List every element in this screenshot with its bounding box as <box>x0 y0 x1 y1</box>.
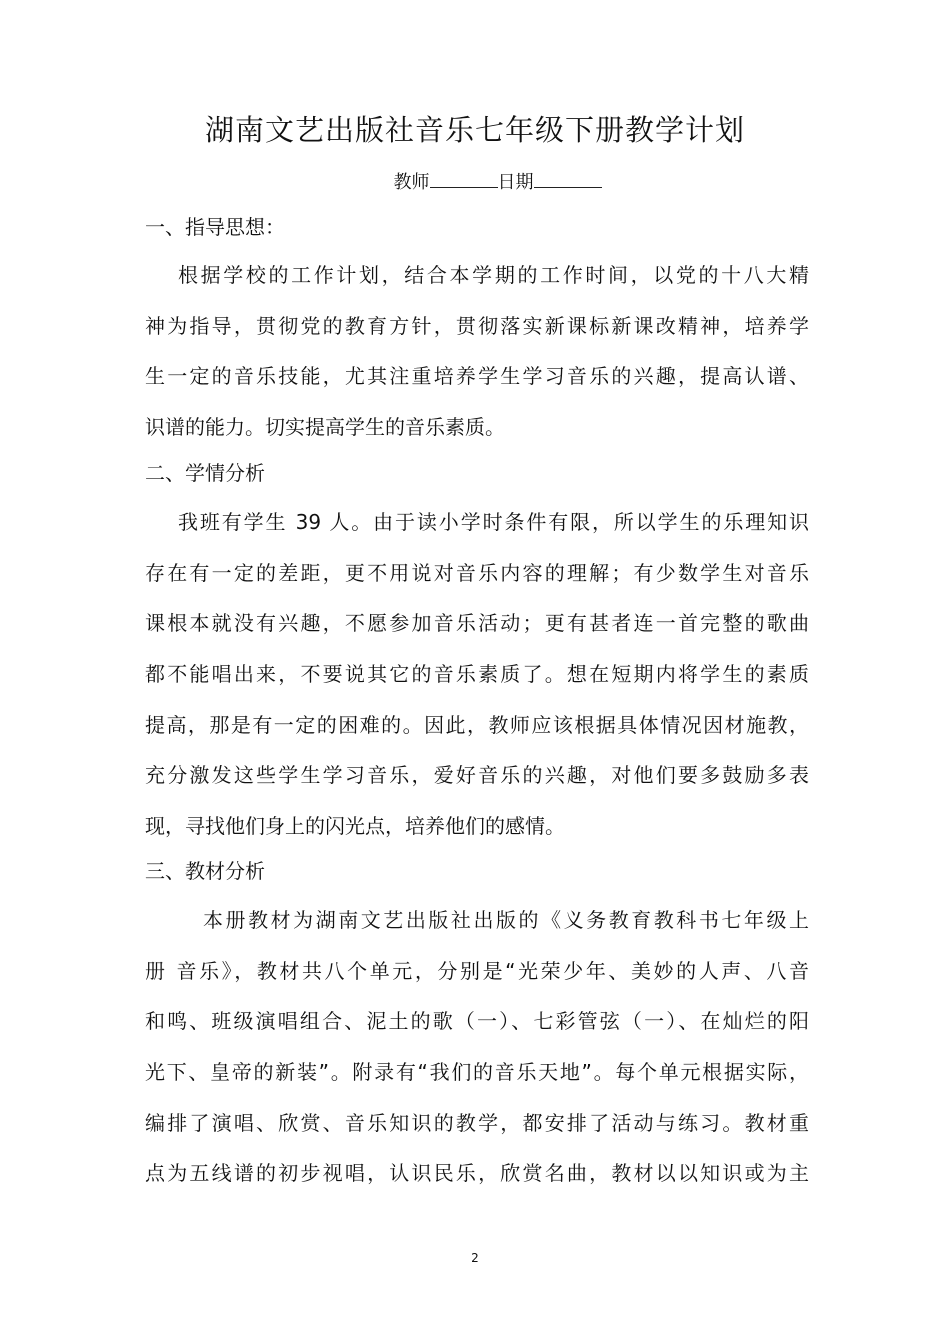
paragraph-line: 都不能唱出来，不要说其它的音乐素质了。想在短期内将学生的素质 <box>145 662 809 687</box>
paragraph-line: 神为指导，贯彻党的教育方针，贯彻落实新课标新课改精神，培养学 <box>145 313 809 338</box>
paragraph-line: 和鸣、班级演唱组合、泥土的歌（一）、七彩管弦（一）、在灿烂的阳 <box>145 1009 809 1034</box>
paragraph-line: 充分激发这些学生学习音乐，爱好音乐的兴趣，对他们要多鼓励多表 <box>145 763 809 788</box>
paragraph-line: 本册教材为湖南文艺出版社出版的《义务教育教科书七年级上 <box>203 908 809 932</box>
teacher-label: 教师 <box>393 172 430 193</box>
date-blank <box>534 171 602 188</box>
teacher-blank <box>430 171 498 188</box>
paragraph-line: 识谱的能力。切实提高学生的音乐素质。 <box>145 415 505 440</box>
teacher-date-line <box>0 170 950 196</box>
paragraph-line: 现，寻找他们身上的闪光点，培养他们的感情。 <box>145 814 565 839</box>
section-body-textbook-analysis <box>145 895 809 1199</box>
section-heading-guiding-ideology: 一、指导思想： <box>145 215 285 239</box>
paragraph-line: 生一定的音乐技能，尤其注重培养学生学习音乐的兴趣，提高认谱、 <box>145 364 809 389</box>
page-number: 2 <box>471 1251 479 1265</box>
paragraph-line: 根据学校的工作计划，结合本学期的工作时间，以党的十八大精 <box>178 263 809 287</box>
section-body-student-analysis <box>145 497 809 852</box>
paragraph-line: 我班有学生 39 人。由于读小学时条件有限，所以学生的乐理知识 <box>178 510 809 534</box>
paragraph-line: 编排了演唱、欣赏、音乐知识的教学，都安排了活动与练习。教材重 <box>145 1110 809 1135</box>
paragraph-line: 光下、皇帝的新装”。附录有“我们的音乐天地”。每个单元根据实际， <box>145 1060 809 1085</box>
section-heading-textbook-analysis: 三、教材分析 <box>145 859 265 883</box>
paragraph-line: 点为五线谱的初步视唱，认识民乐，欣赏名曲，教材以以知识或为主 <box>145 1161 809 1186</box>
paragraph-line: 提高，那是有一定的困难的。因此，教师应该根据具体情况因材施教， <box>145 712 809 737</box>
paragraph-line: 课根本就没有兴趣，不愿参加音乐活动；更有甚者连一首完整的歌曲 <box>145 611 809 636</box>
document-title: 湖南文艺出版社音乐七年级下册教学计划 <box>204 113 745 147</box>
paragraph-line: 册 音乐》，教材共八个单元，分别是“光荣少年、美妙的人声、八音 <box>145 958 809 983</box>
date-label: 日期 <box>497 172 534 193</box>
section-heading-student-analysis: 二、学情分析 <box>145 461 265 485</box>
paragraph-line: 存在有一定的差距，更不用说对音乐内容的理解；有少数学生对音乐 <box>145 560 809 585</box>
section-body-guiding-ideology <box>145 250 809 453</box>
